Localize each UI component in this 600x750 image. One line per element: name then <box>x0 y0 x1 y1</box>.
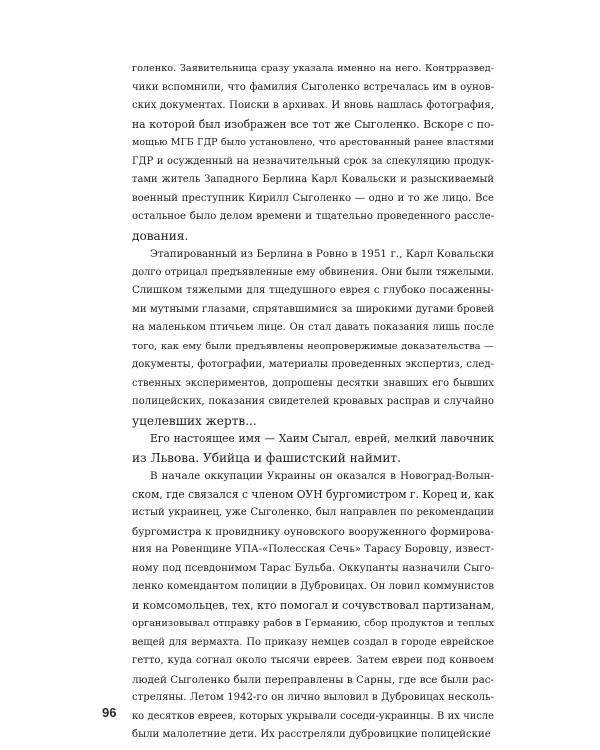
text-line: бургомистра к провиднику оуновского вооруженного формирова- <box>132 525 494 538</box>
text-line: на которой был изображен все тот же Сыголенко. Вскоре с по- <box>132 117 494 131</box>
text-line: из Львова. Убийца и фашистский наймит. <box>132 450 401 465</box>
text-line: ГДР и осужденный на незначительный срок за спекуляцию продук- <box>132 155 494 167</box>
text-line: В начале оккупации Украины он оказался в Новоград-Волын- <box>150 470 494 482</box>
text-line: Слишком тяжелыми для тщедушного еврея с глубоко посаженны- <box>132 285 494 296</box>
text-line: ском, где связался с членом ОУН бургомистром г. Корец и, как <box>132 487 495 501</box>
text-line: организовывал отправку рабов в Германию, сбор продуктов и теплых <box>132 618 494 629</box>
text-line: того, как ему были предъявлены неопровержимые доказательства — <box>132 340 494 352</box>
paragraph <box>132 430 494 467</box>
text-line: на маленьком птичьем лице. Он стал давать показания лишь после <box>132 322 494 333</box>
text-line: документы, фотографии, материалы проведенных экспертиз, след- <box>132 359 494 370</box>
text-line: Его настоящее имя — Хаим Сыгал, еврей, мелкий лавочник <box>150 432 494 445</box>
text-line: голенко. Заявительница сразу указала именно на него. Контрразвед- <box>132 63 494 74</box>
text-line: мощью МГБ ГДР было установлено, что арестованный ранее властями <box>132 137 494 148</box>
text-line: полицейских, показания свидетелей кровавых расправ и случайно <box>132 396 494 407</box>
text-line: ских документах. Поиски в архивах. И вновь нашлась фотография, <box>132 100 494 111</box>
page-number: 96 <box>102 705 117 720</box>
text-line: ко десятков евреев, которых укрывали соседи-украинцы. В их числе <box>132 710 494 722</box>
text-line: остальное было делом времени и тщательно проведенного рассле- <box>132 211 494 222</box>
text-line: гетто, куда согнал около тысячи евреев. Затем евреи под конвоем <box>132 655 494 666</box>
text-line: ми мутными глазами, спрятавшимися за широкими дугами бровей <box>132 303 494 315</box>
text-line: вещей для вермахта. По приказу немцев создал в городе еврейское <box>132 636 494 648</box>
paragraph <box>132 245 494 430</box>
text-line: ственных экспериментов, допрошены десятки знавших его бывших <box>132 377 494 389</box>
text-line: стреляны. Летом 1942-го он лично выловил в Дубровицах несколь- <box>132 692 494 703</box>
text-line: ленко комендантом полиции в Дубровицах. Он ловил коммунистов <box>132 581 494 592</box>
text-line: долго отрицал предъявленные ему обвинения. Они были тяжелыми. <box>132 266 494 278</box>
text-line: Этапированный из Берлина в Ровно в 1951 г., Карл Ковальски <box>150 248 494 260</box>
text-line: тами житель Западного Берлина Карл Ковальски и разыскиваемый <box>132 174 494 185</box>
body-text <box>132 60 494 745</box>
text-line: людей Сыголенко были переправлены в Сарны, где все были рас- <box>132 673 494 686</box>
text-line: военный преступник Кирилл Сыголенко — одно и то же лицо. Все <box>132 192 494 204</box>
text-line: дования. <box>132 228 189 243</box>
text-line: истый украинец, уже Сыголенко, был направлен по рекомендации <box>132 507 494 518</box>
text-line: уцелевших жертв... <box>132 413 257 428</box>
paragraph <box>132 467 494 745</box>
text-line: были малолетние дети. Их расстреляли дубровицкие полицейские <box>132 729 491 740</box>
text-line: чики вспомнили, что фамилия Сыголенко встречалась им в оунов- <box>132 81 494 93</box>
text-line: ному под псевдонимом Тарас Бульба. Оккупанты назначили Сыго- <box>132 562 494 574</box>
text-line: ния на Ровенщине УПА-«Полесская Сечь» Тарасу Боровцу, извест- <box>132 544 494 555</box>
text-line: и комсомольцев, тех, кто помогал и сочувствовал партизанам, <box>132 598 495 612</box>
paragraph <box>132 60 494 245</box>
